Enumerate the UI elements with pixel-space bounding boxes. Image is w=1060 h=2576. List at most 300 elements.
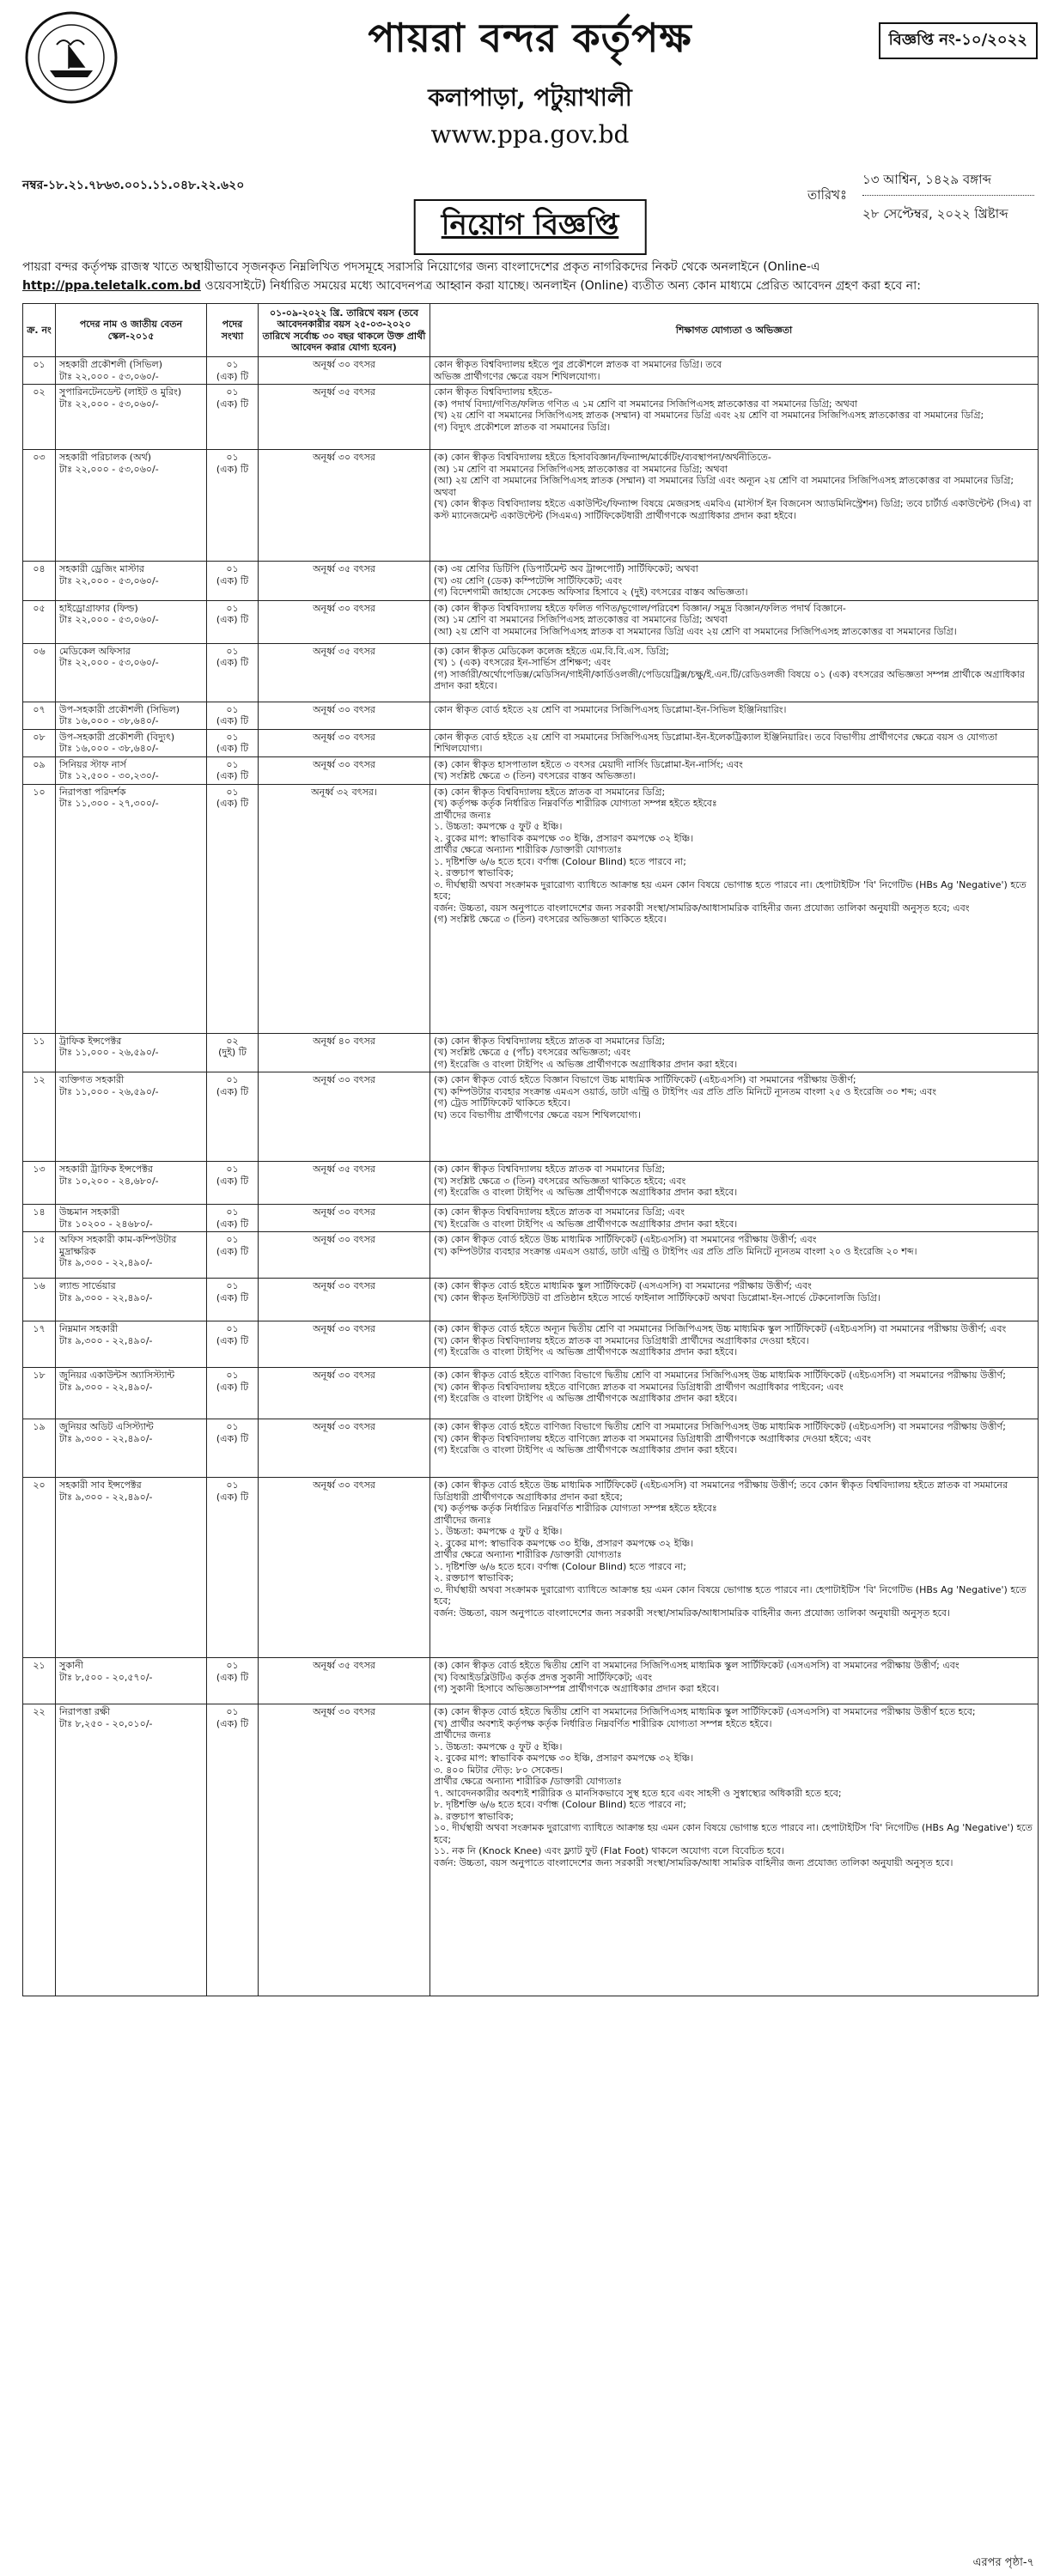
- date-english: ২৮ সেপ্টেম্বর, ২০২২ খ্রিষ্টাব্দ: [862, 206, 1008, 222]
- cell-count: [207, 1279, 259, 1321]
- header-post: পদের নাম ও জাতীয় বেতন স্কেল-২০১৫: [56, 304, 207, 357]
- cell-post: [56, 1033, 207, 1072]
- post-count: ০১: [226, 563, 239, 574]
- serial-number: ০৭: [33, 703, 46, 715]
- table-row: [23, 450, 1039, 562]
- cell-count: [207, 562, 259, 601]
- table-row: [23, 1072, 1039, 1162]
- cell-post: [56, 1478, 207, 1658]
- qualification-line: (খ) বিআইডব্লিউটিএ কর্তৃক প্রদত্ত সুকানী সার্টিফিকেট; এবং: [434, 1671, 653, 1683]
- pay-scale: টাঃ ২২,০০০ - ৫৩,০৬০/-: [59, 574, 159, 586]
- qualification-line: (ঘ) তবে বিভাগীয় প্রার্থীগণের ক্ষেত্রে বয়স শিথিলযোগ্য।: [434, 1109, 641, 1121]
- post-name: সহকারী সাব ইন্সপেক্টর: [59, 1479, 142, 1491]
- post-count: ০১: [226, 758, 239, 770]
- cell-qualification: [430, 1419, 1039, 1478]
- post-count: ০১: [226, 1660, 239, 1671]
- qualification-line: (খ) সংশ্লিষ্ট ক্ষেত্রে ৩ (তিন) বৎসরের বাস্তব অভিজ্ঞতা।: [434, 770, 636, 781]
- post-name: উচ্চমান সহকারী: [59, 1206, 119, 1218]
- qualification-line: (গ) ট্রেড সার্টিফিকেট থাকিতে হইবে।: [434, 1097, 570, 1109]
- age-limit: অনূর্ধ্ব ৩০ বৎসর: [313, 1206, 375, 1218]
- pay-scale: টাঃ ২২,০০০ - ৫৩,০৬০/-: [59, 398, 159, 410]
- qualification-line: (ক) কোন স্বীকৃত বোর্ড হইতে বাণিজ্য বিভাগে দ্বিতীয় শ্রেণি বা সমমানের সিজিপিএসহ উচ্চ মাধ্যমিক সার্টিফিকেট (এইচএসসি) বা সমমানের পরীক্ষায় উত্তীর্ণ;: [434, 1421, 1006, 1432]
- pay-scale: টাঃ ৯,৩০০ - ২২,৪৯০/-: [59, 1291, 153, 1303]
- post-name: সহকারী ট্রাফিক ইন্সপেক্টর: [59, 1163, 153, 1175]
- table-row: [23, 1478, 1039, 1658]
- post-count: ০১: [226, 703, 239, 715]
- serial-number: ১৬: [33, 1280, 46, 1291]
- qualification-line: (খ) সংশ্লিষ্ট ক্ষেত্রে ৩ (তিন) বৎসরের অভিজ্ঞতা থাকিতে হইবে; এবং: [434, 1175, 686, 1187]
- table-row: [23, 1232, 1039, 1279]
- cell-post: [56, 1419, 207, 1478]
- cell-age: [259, 1658, 430, 1704]
- header-sl: ক্র. নং: [23, 304, 56, 357]
- post-count-words: (এক) টি: [216, 1381, 249, 1393]
- qualification-line: ১. উচ্চতা: কমপক্ষে ৫ ফুট ৫ ইঞ্চি।: [434, 1741, 563, 1753]
- cell-sl: [23, 1368, 56, 1419]
- qualification-line: (গ) সার্জারী/অর্থোপেডিক্স/মেডিসিন/গাইনী/কার্ডিওলজী/পেডিয়েট্রিক্স/চক্ষু/ই.এন.টি/রেডিওলজী বিষয়ে ০১ (এক) বৎসরের অভিজ্ঞতা সম্পন্ন প্রার্থীকে অগ্রাধিকার প্রদান করা হইবে।: [434, 668, 1025, 691]
- serial-number: ০৯: [33, 758, 46, 770]
- qualification-line: (খ) কোন স্বীকৃত ইনস্টিটিউট বা প্রতিষ্ঠান হইতে সার্ভে ফাইনাল সার্টিফিকেট অথবা ডিপ্লোমা-ইন-সার্ভে টেকনোলজি ডিগ্রি।: [434, 1291, 880, 1303]
- post-name: নিম্নমান সহকারী: [59, 1323, 119, 1334]
- table-row: [23, 643, 1039, 702]
- table-row: [23, 1205, 1039, 1232]
- post-count: ০১: [226, 1280, 239, 1291]
- cell-qualification: [430, 600, 1039, 643]
- cell-count: [207, 1205, 259, 1232]
- post-count: ০১: [226, 731, 239, 743]
- qualification-line: প্রার্থীদের জন্যঃ: [434, 1514, 491, 1526]
- pay-scale: টাঃ ২২,০০০ - ৫৩,০৬০/-: [59, 614, 159, 625]
- cell-qualification: [430, 1162, 1039, 1205]
- qualification-line: প্রার্থীদের জন্যঃ: [434, 809, 491, 821]
- cell-qualification: [430, 1478, 1039, 1658]
- cell-post: [56, 1205, 207, 1232]
- pay-scale: টাঃ ১০,২০০ - ২৪,৬৮০/-: [59, 1175, 159, 1187]
- qualification-line: প্রার্থীর ক্ষেত্রে অন্যান্য শারীরিক /ডাক্তারী যোগ্যতাঃ: [434, 1776, 622, 1787]
- header-age: ০১-০৯-২০২২ খ্রি. তারিখে বয়স (তবে আবেদনকারীর বয়স ২৫-০৩-২০২০ তারিখে সর্বোচ্চ ৩০ বছর থাকলে উক্ত প্রার্থী আবেদন করার যোগ্য হবেন): [259, 304, 430, 357]
- post-name: উপ-সহকারী প্রকৌশলী (বিদ্যুৎ): [59, 731, 175, 743]
- cell-sl: [23, 600, 56, 643]
- age-limit: অনূর্ধ্ব ৩৫ বৎসর: [313, 645, 375, 657]
- serial-number: ১১: [33, 1035, 46, 1047]
- post-name: জুনিয়র অডিট এসিস্ট্যান্ট: [59, 1421, 154, 1432]
- cell-sl: [23, 1321, 56, 1368]
- table-row: [23, 1033, 1039, 1072]
- qualification-line: কোন স্বীকৃত বোর্ড হইতে ২য় শ্রেণি বা সমমানের সিজিপিএসহ ডিপ্লোমা-ইন-সিভিল ইঞ্জিনিয়ারিং।: [434, 703, 787, 715]
- post-name: নিরাপত্তা রক্ষী: [59, 1706, 111, 1717]
- cell-count: [207, 702, 259, 729]
- qualification-line: (খ) কোন স্বীকৃত বিশ্ববিদ্যালয় হইতে বাণিজ্যে স্নাতক বা সমমানের ডিগ্রিধারী প্রার্থীগণকে অগ্রাধিকার দেওয়া হইবে; এবং: [434, 1432, 871, 1444]
- qualification-line: ১. উচ্চতা: কমপক্ষে ৫ ফুট ৫ ইঞ্চি।: [434, 821, 563, 832]
- qualification-line: ১. দৃষ্টিশক্তি ৬/৬ হতে হবে। বর্ণান্ধ (Colour Blind) হতে পারবে না;: [434, 1560, 686, 1572]
- table-row: [23, 1368, 1039, 1419]
- cell-age: [259, 1205, 430, 1232]
- cell-count: [207, 1033, 259, 1072]
- qualification-line: (ক) কোন স্বীকৃত বোর্ড হইতে দ্বিতীয় শ্রেণি বা সমমানের সিজিপিএসহ মাধ্যমিক স্কুল সার্টিফিকেট (এসএসসি) বা সমমানের পরীক্ষায় উত্তীর্ণ; এবং: [434, 1660, 959, 1671]
- qualification-line: (গ) ইংরেজি ও বাংলা টাইপিং এ অভিজ্ঞ প্রার্থীগণকে অগ্রাধিকার প্রদান করা হইবে।: [434, 1187, 738, 1198]
- header-qualification: শিক্ষাগত যোগ্যতা ও অভিজ্ঞতা: [430, 304, 1039, 357]
- post-name: সহকারী ড্রেজিং মাস্টার: [59, 563, 144, 574]
- post-name: অফিস সহকারী কাম-কম্পিউটার মুদ্রাক্ষরিক: [59, 1234, 177, 1257]
- qualification-line: ১. দৃষ্টিশক্তি ৬/৬ হতে হবে। বর্ণান্ধ (Colour Blind) হতে পারবে না;: [434, 855, 686, 867]
- post-name: ব্যক্তিগত সহকারী: [59, 1074, 125, 1085]
- post-count-words: (এক) টি: [216, 1291, 249, 1303]
- cell-age: [259, 729, 430, 756]
- pay-scale: টাঃ ২২,০০০ - ৫৩,০৬০/-: [59, 463, 159, 475]
- qualification-line: (খ) কোন স্বীকৃত বিশ্ববিদ্যালয় হইতে স্নাতক বা সমমানের ডিগ্রিধারী প্রার্থীদের অগ্রাধিকার দেওয়া হইবে।: [434, 1334, 809, 1346]
- cell-post: [56, 357, 207, 385]
- pay-scale: টাঃ ১৬,০০০ - ৩৮,৬৪০/-: [59, 743, 159, 754]
- cell-sl: [23, 1033, 56, 1072]
- qualification-line: (গ) সুকানী হিসাবে অভিজ্ঞতাসম্পন্ন প্রার্থীগণকে অগ্রাধিকার প্রদান করা হইবে।: [434, 1683, 720, 1694]
- qualification-line: ৩. দীর্ঘস্থায়ী অথবা সংক্রামক দুরারোগ্য ব্যাধিতে আক্রান্ত হয় এমন কোন বিষয়ে ভোগান্ত হতে পারবে না। হেপাটাইটিস 'বি' নিগেটিভ (HBs Ag 'Negative') হতে হবে;: [434, 1583, 1026, 1607]
- post-count-words: (এক) টি: [216, 715, 249, 726]
- qualification-line: (ক) কোন স্বীকৃত বোর্ড হইতে বাণিজ্য বিভাগে দ্বিতীয় শ্রেণি বা সমমানের সিজিপিএসহ উচ্চ মাধ্যমিক সার্টিফিকেট (এইচএসসি) বা সমমানের পরীক্ষায় উত্তীর্ণ;: [434, 1370, 1006, 1381]
- cell-post: [56, 1162, 207, 1205]
- cell-post: [56, 1658, 207, 1704]
- post-count: ০১: [226, 1163, 239, 1175]
- table-row: [23, 1419, 1039, 1478]
- cell-sl: [23, 562, 56, 601]
- qualification-line: ৩. ৪০০ মিটার দৌড়: ৮০ সেকেন্ড।: [434, 1764, 563, 1776]
- table-row: [23, 357, 1039, 385]
- cell-sl: [23, 784, 56, 1033]
- cell-age: [259, 1279, 430, 1321]
- qualification-line: (খ) কম্পিউটার ব্যবহার সংক্রান্ত এমএস ওয়ার্ড, ডাটা এন্ট্রি ও টাইপিং এর প্রতি প্রতি মিনিটে ন্যূনতম বাংলা ২৫ ও ইংরেজি ৩০ শব্দ; এবং: [434, 1085, 937, 1097]
- cell-age: [259, 450, 430, 562]
- cell-post: [56, 562, 207, 601]
- post-name: উপ-সহকারী প্রকৌশলী (সিভিল): [59, 703, 180, 715]
- post-count: ০১: [226, 452, 239, 463]
- cell-sl: [23, 1658, 56, 1704]
- cell-qualification: [430, 784, 1039, 1033]
- qualification-line: (গ) বিদ্যুৎ প্রকৌশলে স্নাতক বা সমমানের ডিগ্রি।: [434, 421, 611, 433]
- cell-post: [56, 600, 207, 643]
- qualification-line: (খ) ১ (এক) বৎসরের ইন-সার্ভিস প্রশিক্ষণ; এবং: [434, 657, 612, 668]
- cell-qualification: [430, 385, 1039, 450]
- qualification-line: (খ) ২য় শ্রেণি বা সমমানের সিজিপিএসহ স্নাতক (সম্মান) বা সমমানের ডিগ্রি এবং ২য় শ্রেণি বা সমমানের সিজিপিএসহ স্নাতকোত্তর বা সমমানের ডিগ্রি;: [434, 410, 984, 421]
- qualification-line: (ক) কোন স্বীকৃত বোর্ড হইতে মাধ্যমিক স্কুল সার্টিফিকেট (এসএসসি) বা সমমানের পরীক্ষায় উত্তীর্ণ; এবং: [434, 1280, 812, 1291]
- vacancy-table: [22, 303, 1039, 1996]
- age-limit: অনূর্ধ্ব ৪০ বৎসর: [313, 1035, 375, 1047]
- cell-qualification: [430, 1368, 1039, 1419]
- cell-count: [207, 1704, 259, 1996]
- table-row: [23, 1321, 1039, 1368]
- cell-age: [259, 1162, 430, 1205]
- serial-number: ১৪: [33, 1206, 46, 1218]
- cell-sl: [23, 357, 56, 385]
- cell-post: [56, 1321, 207, 1368]
- cell-post: [56, 1072, 207, 1162]
- post-count: ০১: [226, 386, 239, 398]
- age-limit: অনূর্ধ্ব ৩০ বৎসর: [313, 731, 375, 743]
- qualification-line: (ক) কোন স্বীকৃত বোর্ড হইতে অন্যূন দ্বিতীয় শ্রেণি বা সমমানের সিজিপিএসহ উচ্চ মাধ্যমিক স্কুল সার্টিফিকেট (এইচএসসি) বা সমমানের পরীক্ষায় উত্তীর্ণ; এবং: [434, 1323, 1007, 1334]
- qualification-line: (খ) সংশ্লিষ্ট ক্ষেত্রে ৫ (পাঁচ) বৎসরের অভিজ্ঞতা; এবং: [434, 1047, 631, 1058]
- qualification-line: ১১. নক নি (Knock Knee) এবং ফ্ল্যাট ফুট (Flat Foot) থাকলে অযোগ্য বলে বিবেচিত হবে।: [434, 1845, 784, 1856]
- cell-age: [259, 1419, 430, 1478]
- serial-number: ০৫: [33, 602, 46, 614]
- qualification-line: ২. রক্তচাপ স্বাভাবিক;: [434, 867, 514, 878]
- qualification-line: (খ) কর্তৃপক্ষ কর্তৃক নির্ধারিত নিম্নবর্ণিত শারীরিক যোগ্যতা সম্পন্ন হইতে হইবেঃ: [434, 1503, 717, 1514]
- cell-qualification: [430, 756, 1039, 784]
- post-count-words: (দুই) টি: [218, 1047, 247, 1058]
- age-limit: অনূর্ধ্ব ৩০ বৎসর: [313, 1234, 375, 1245]
- cell-post: [56, 1704, 207, 1996]
- serial-number: ১২: [33, 1074, 46, 1085]
- qualification-line: কোন স্বীকৃত বিশ্ববিদ্যালয় হইতে-: [434, 386, 552, 398]
- cell-sl: [23, 450, 56, 562]
- cell-age: [259, 562, 430, 601]
- cell-count: [207, 357, 259, 385]
- cell-qualification: [430, 1205, 1039, 1232]
- cell-count: [207, 756, 259, 784]
- organization-name: পায়রা বন্দর কর্তৃপক্ষ: [368, 15, 692, 61]
- cell-sl: [23, 1478, 56, 1658]
- serial-number: ১৮: [33, 1370, 46, 1381]
- qualification-line: (ক) পদার্থ বিদ্যা/গণিত/ফলিত গণিত এ ১ম শ্রেণি বা সমমানের সিজিপিএসহ স্নাতকোত্তর বা সমমানের ডিগ্রি; অথবা: [434, 398, 858, 410]
- cell-post: [56, 1279, 207, 1321]
- age-limit: অনূর্ধ্ব ৩০ বৎসর: [313, 1074, 375, 1085]
- advertisement-number: বিজ্ঞপ্তি নং-১০/২০২২: [879, 22, 1038, 59]
- qualification-line: (গ) ইংরেজি ও বাংলা টাইপিং এ অভিজ্ঞ প্রার্থীগণকে অগ্রাধিকার প্রদান করা হইবে।: [434, 1346, 738, 1358]
- qualification-line: (ক) কোন স্বীকৃত মেডিকেল কলেজ হইতে এম.বি.বি.এস. ডিগ্রি;: [434, 645, 669, 657]
- cell-sl: [23, 702, 56, 729]
- qualification-line: (ক) কোন স্বীকৃত বিশ্ববিদ্যালয় হইতে স্নাতক বা সমমানের ডিগ্রি;: [434, 1035, 666, 1047]
- cell-age: [259, 643, 430, 702]
- post-count: ০১: [226, 645, 239, 657]
- table-row: [23, 729, 1039, 756]
- qualification-line: (গ) ইংরেজি ও বাংলা টাইপিং এ অভিজ্ঞ প্রার্থীগণকে অগ্রাধিকার প্রদান করা হইবে।: [434, 1058, 738, 1070]
- serial-number: ১৫: [33, 1234, 46, 1245]
- cell-qualification: [430, 1279, 1039, 1321]
- qualification-line: (গ) ইংরেজি ও বাংলা টাইপিং এ অভিজ্ঞ প্রার্থীগণকে অগ্রাধিকার প্রদান করা হইবে।: [434, 1393, 738, 1404]
- pay-scale: টাঃ ৯,৩০০ - ২২,৪৯০/-: [59, 1334, 153, 1346]
- qualification-line: (ক) কোন স্বীকৃত বোর্ড হইতে দ্বিতীয় শ্রেণি বা সমমানের সিজিপিএসহ মাধ্যমিক স্কুল সার্টিফিকেট (এসএসসি) বা সমমানের পরীক্ষায় উত্তীর্ণ হতে হবে;: [434, 1706, 976, 1717]
- cell-post: [56, 702, 207, 729]
- cell-sl: [23, 1279, 56, 1321]
- cell-sl: [23, 1072, 56, 1162]
- cell-age: [259, 1321, 430, 1368]
- serial-number: ১০: [33, 786, 46, 798]
- date-bangla: ১৩ আশ্বিন, ১৪২৯ বঙ্গাব্দ: [862, 170, 1034, 196]
- serial-number: ০২: [33, 386, 46, 398]
- qualification-line: ৭. আবেদনকারীর অবশ্যই শারীরিক ও মানসিকভাবে সুস্থ হতে হবে এবং সাহসী ও সুস্বাস্থ্যের অধিকারী হতে হবে;: [434, 1787, 842, 1799]
- qualification-line: কোন স্বীকৃত বিশ্ববিদ্যালয় হইতে পুর প্রকৌশলে স্নাতক বা সমমানের ডিগ্রি। তবে: [434, 359, 722, 370]
- cell-age: [259, 1368, 430, 1419]
- serial-number: ২০: [33, 1479, 46, 1491]
- cell-sl: [23, 1162, 56, 1205]
- qualification-line: ৯. রক্তচাপ স্বাভাবিক;: [434, 1810, 514, 1822]
- post-count-words: (এক) টি: [216, 1085, 249, 1097]
- cell-qualification: [430, 729, 1039, 756]
- post-count-words: (এক) টি: [216, 1218, 249, 1230]
- qualification-line: প্রার্থীর ক্ষেত্রে অন্যান্য শারীরিক /ডাক্তারী যোগ্যতাঃ: [434, 1549, 622, 1560]
- qualification-line: ২. বুকের মাপ: স্বাভাবিক কমপক্ষে ৩০ ইঞ্চি, প্রসারণ কমপক্ষে ৩২ ইঞ্চি।: [434, 832, 694, 844]
- qualification-line: প্রার্থীদের জন্যঃ: [434, 1729, 491, 1741]
- date-block: [807, 170, 1034, 226]
- pay-scale: টাঃ ৯,৩০০ - ২২,৪৯০/-: [59, 1381, 153, 1393]
- post-count-words: (এক) টি: [216, 1334, 249, 1346]
- post-count-words: (এক) টি: [216, 574, 249, 586]
- cell-qualification: [430, 702, 1039, 729]
- qualification-line: বর্জন: উচ্চতা, বয়স অনুপাতে বাংলাদেশের জন্য সরকারী সংস্থা/সামরিক/আধাসামরিক বাহিনীর জন্য প্রযোজ্য তালিকা অনুযায়ী অনুসৃত হবে।: [434, 1607, 950, 1619]
- qualification-line: (ক) কোন স্বীকৃত বিশ্ববিদ্যালয় হইতে স্নাতক বা সমমানের ডিগ্রি;: [434, 1163, 666, 1175]
- qualification-line: অভিজ্ঞ প্রার্থীগণের ক্ষেত্রে বয়স শিথিলযোগ্য।: [434, 370, 600, 382]
- pay-scale: টাঃ ৮,৫০০ - ২০,৫৭০/-: [59, 1671, 153, 1683]
- cell-count: [207, 1368, 259, 1419]
- post-count: ০১: [226, 1323, 239, 1334]
- post-count: ০১: [226, 1074, 239, 1085]
- post-name: সুপারিনটেনডেন্ট (লাইট ও মুরিং): [59, 386, 182, 398]
- cell-post: [56, 784, 207, 1033]
- qualification-line: ২. বুকের মাপ: স্বাভাবিক কমপক্ষে ৩০ ইঞ্চি, প্রসারণ কমপক্ষে ৩২ ইঞ্চি।: [434, 1753, 694, 1764]
- age-limit: অনূর্ধ্ব ৩৫ বৎসর: [313, 386, 375, 398]
- age-limit: অনূর্ধ্ব ৩০ বৎসর: [313, 1421, 375, 1432]
- post-name: সুকানী: [59, 1660, 83, 1671]
- qualification-line: (ক) কোন স্বীকৃত বোর্ড হইতে উচ্চ মাধ্যমিক সার্টিফিকেট (এইচএসসি) বা সমমানের পরীক্ষায় উত্তীর্ণ; এবং: [434, 1234, 817, 1245]
- qualification-line: (গ) বিদেশগামী জাহাজে সেকেন্ড অফিসার হিসাবে ২ (দুই) বৎসরের বাস্তব অভিজ্ঞতা।: [434, 586, 748, 598]
- table-row: [23, 784, 1039, 1033]
- pay-scale: টাঃ ২২,০০০ - ৫৩,০৬০/-: [59, 370, 159, 382]
- cell-age: [259, 1033, 430, 1072]
- post-name: ট্রাফিক ইন্সপেক্টর: [59, 1035, 122, 1047]
- table-row: [23, 600, 1039, 643]
- post-name: ল্যান্ড সার্ভেয়ার: [59, 1280, 116, 1291]
- website-link[interactable]: www.ppa.gov.bd: [430, 120, 630, 149]
- pay-scale: টাঃ ৯,৩০০ - ২২,৪৯০/-: [59, 1257, 153, 1268]
- table-row: [23, 385, 1039, 450]
- post-name: মেডিকেল অফিসার: [59, 645, 131, 657]
- serial-number: ১৩: [33, 1163, 46, 1175]
- serial-number: ২২: [33, 1706, 46, 1717]
- qualification-line: প্রার্থীর ক্ষেত্রে অন্যান্য শারীরিক /ডাক্তারী যোগ্যতাঃ: [434, 844, 622, 855]
- cell-age: [259, 1232, 430, 1279]
- age-limit: অনূর্ধ্ব ৩০ বৎসর: [313, 359, 375, 370]
- cell-age: [259, 385, 430, 450]
- cell-post: [56, 729, 207, 756]
- cell-age: [259, 784, 430, 1033]
- cell-post: [56, 385, 207, 450]
- pay-scale: টাঃ ১০২০০ - ২৪৬৮০/-: [59, 1218, 153, 1230]
- serial-number: ০৮: [33, 731, 46, 743]
- serial-number: ১৯: [33, 1421, 46, 1432]
- qualification-line: (ক) কোন স্বীকৃত বোর্ড হইতে বিজ্ঞান বিভাগে উচ্চ মাধ্যমিক সার্টিফিকেট (এইচএসসি) বা সমমানের পরীক্ষায় উত্তীর্ণ;: [434, 1074, 856, 1085]
- cell-sl: [23, 643, 56, 702]
- cell-sl: [23, 756, 56, 784]
- age-limit: অনূর্ধ্ব ৩০ বৎসর: [313, 602, 375, 614]
- post-name: সিনিয়র স্টাফ নার্স: [59, 758, 126, 770]
- qualification-line: (খ) কম্পিউটার ব্যবহার সংক্রান্ত এমএস ওয়ার্ড, ডাটা এন্ট্রি ও টাইপিং এর প্রতি প্রতি মিনিটে ন্যূনতম বাংলা ২০ ও ইংরেজি ২০ শব্দ।: [434, 1245, 917, 1257]
- post-count-words: (এক) টি: [216, 798, 249, 809]
- cell-age: [259, 1704, 430, 1996]
- serial-number: ০৬: [33, 645, 46, 657]
- cell-sl: [23, 1704, 56, 1996]
- age-limit: অনূর্ধ্ব ৩০ বৎসর: [313, 703, 375, 715]
- serial-number: ০১: [33, 359, 46, 370]
- age-limit: অনূর্ধ্ব ৩২ বৎসর।: [311, 786, 377, 798]
- qualification-line: (গ) সংশ্লিষ্ট ক্ষেত্রে ৩ (তিন) বৎসরের অভিজ্ঞতা থাকিতে হইবে।: [434, 914, 667, 925]
- qualification-line: (খ) ৩য় শ্রেণি (ডেক) কম্পিটেন্সি সার্টিফিকেট; এবং: [434, 574, 623, 586]
- post-count: ০২: [226, 1035, 239, 1047]
- post-name: সহকারী পরিচালক (অর্থ): [59, 452, 152, 463]
- cell-sl: [23, 1419, 56, 1478]
- qualification-line: (গ) ইংরেজি ও বাংলা টাইপিং এ অভিজ্ঞ প্রার্থীগণকে অগ্রাধিকার প্রদান করা হইবে।: [434, 1444, 738, 1455]
- cell-qualification: [430, 562, 1039, 601]
- age-limit: অনূর্ধ্ব ৩০ বৎসর: [313, 1280, 375, 1291]
- cell-sl: [23, 385, 56, 450]
- post-count-words: (এক) টি: [216, 770, 249, 781]
- cell-count: [207, 729, 259, 756]
- post-name: হাইড্রোগ্রাফার (ফিল্ড): [59, 602, 138, 614]
- table-row: [23, 562, 1039, 601]
- qualification-line: (অ) ১ম শ্রেণি বা সমমানের সিজিপিএসহ স্নাতকোত্তর বা সমমানের ডিগ্রি; অথবা: [434, 614, 728, 625]
- advertisement-page: [17, 0, 1043, 2576]
- qualification-line: ৮. দৃষ্টিশক্তি ৬/৬ হতে হবে। বর্ণান্ধ (Colour Blind) হতে পারবে না;: [434, 1799, 686, 1810]
- qualification-line: ২. বুকের মাপ: স্বাভাবিক কমপক্ষে ৩০ ইঞ্চি, প্রসারণ কমপক্ষে ৩২ ইঞ্চি।: [434, 1537, 694, 1549]
- post-count: ০১: [226, 602, 239, 614]
- qualification-line: ৩. দীর্ঘস্থায়ী অথবা সংক্রামক দুরারোগ্য ব্যাধিতে আক্রান্ত হয় এমন কোন বিষয়ে ভোগান্ত হতে পারবে না। হেপাটাইটিস 'বি' নিগেটিভ (HBs Ag 'Negative') হতে হবে;: [434, 878, 1026, 902]
- cell-post: [56, 1368, 207, 1419]
- application-link[interactable]: http://ppa.teletalk.com.bd: [22, 279, 201, 293]
- cell-count: [207, 600, 259, 643]
- serial-number: ১৭: [33, 1323, 46, 1334]
- cell-count: [207, 1321, 259, 1368]
- pay-scale: টাঃ ১২,৫০০ - ৩০,২৩০/-: [59, 770, 159, 781]
- cell-qualification: [430, 1232, 1039, 1279]
- post-count-words: (এক) টি: [216, 614, 249, 625]
- post-count: ০১: [226, 1370, 239, 1381]
- table-row: [23, 1162, 1039, 1205]
- cell-qualification: [430, 643, 1039, 702]
- qualification-line: (আ) ২য় শ্রেণি বা সমমানের সিজিপিএসহ স্নাতক (সম্মান) বা সমমানের ডিগ্রি এবং অন্যূন ২য় শ্রেণি বা সমমানের সিজিপিএসহ স্নাতকোত্তর বা সমমানের ডিগ্রি; অথবা: [434, 475, 1014, 498]
- cell-age: [259, 702, 430, 729]
- serial-number: ০৪: [33, 563, 46, 574]
- post-count-words: (এক) টি: [216, 370, 249, 382]
- cell-age: [259, 600, 430, 643]
- cell-age: [259, 357, 430, 385]
- continued-note: এরপর পৃষ্ঠা-৭: [972, 2556, 1034, 2569]
- intro-text-2: ওয়েবসাইটে) নির্ধারিত সময়ের মধ্যে আবেদনপত্র আহ্বান করা যাচ্ছে। অনলাইন (Online) ব্যতীত অন্য কোন মাধ্যমে প্রেরিত আবেদন গ্রহণ করা হবে না:: [204, 279, 921, 293]
- table-row: [23, 1279, 1039, 1321]
- post-count-words: (এক) টি: [216, 1432, 249, 1444]
- post-count: ০১: [226, 1206, 239, 1218]
- post-count: ০১: [226, 1706, 239, 1717]
- serial-number: ০৩: [33, 452, 46, 463]
- age-limit: অনূর্ধ্ব ৩০ বৎসর: [313, 758, 375, 770]
- post-count-words: (এক) টি: [216, 1671, 249, 1683]
- table-row: [23, 1704, 1039, 1996]
- cell-count: [207, 450, 259, 562]
- post-count-words: (এক) টি: [216, 463, 249, 475]
- age-limit: অনূর্ধ্ব ৩৫ বৎসর: [313, 563, 375, 574]
- cell-count: [207, 1478, 259, 1658]
- post-count-words: (এক) টি: [216, 1175, 249, 1187]
- pay-scale: টাঃ ১৬,০০০ - ৩৮,৬৪০/-: [59, 715, 159, 726]
- post-count: ০১: [226, 359, 239, 370]
- post-count: ০১: [226, 786, 239, 798]
- cell-sl: [23, 729, 56, 756]
- post-count-words: (এক) টি: [216, 1491, 249, 1503]
- qualification-line: (আ) ২য় শ্রেণি বা সমমানের সিজিপিএসহ স্নাতক বা সমমানের ডিগ্রি এবং ২য় শ্রেণি বা সমমানের সিজিপিএসহ স্নাতকোত্তর বা সমমানের ডিগ্রি।: [434, 625, 957, 637]
- cell-count: [207, 385, 259, 450]
- cell-count: [207, 1162, 259, 1205]
- cell-qualification: [430, 1704, 1039, 1996]
- intro-text-1: পায়রা বন্দর কর্তৃপক্ষ রাজস্ব খাতে অস্থায়ীভাবে সৃজনকৃত নিম্নলিখিত পদসমূহে সরাসরি নিয়োগের জন্য বাংলাদেশের প্রকৃত নাগরিকদের নিকট থেকে অনলাইনে (Online-এ: [22, 260, 820, 274]
- pay-scale: টাঃ ১১,০০০ - ২৬,৫৯০/-: [59, 1047, 159, 1058]
- table-row: [23, 756, 1039, 784]
- age-limit: অনূর্ধ্ব ৩৫ বৎসর: [313, 1163, 375, 1175]
- qualification-line: ২. রক্তচাপ স্বাভাবিক;: [434, 1572, 514, 1583]
